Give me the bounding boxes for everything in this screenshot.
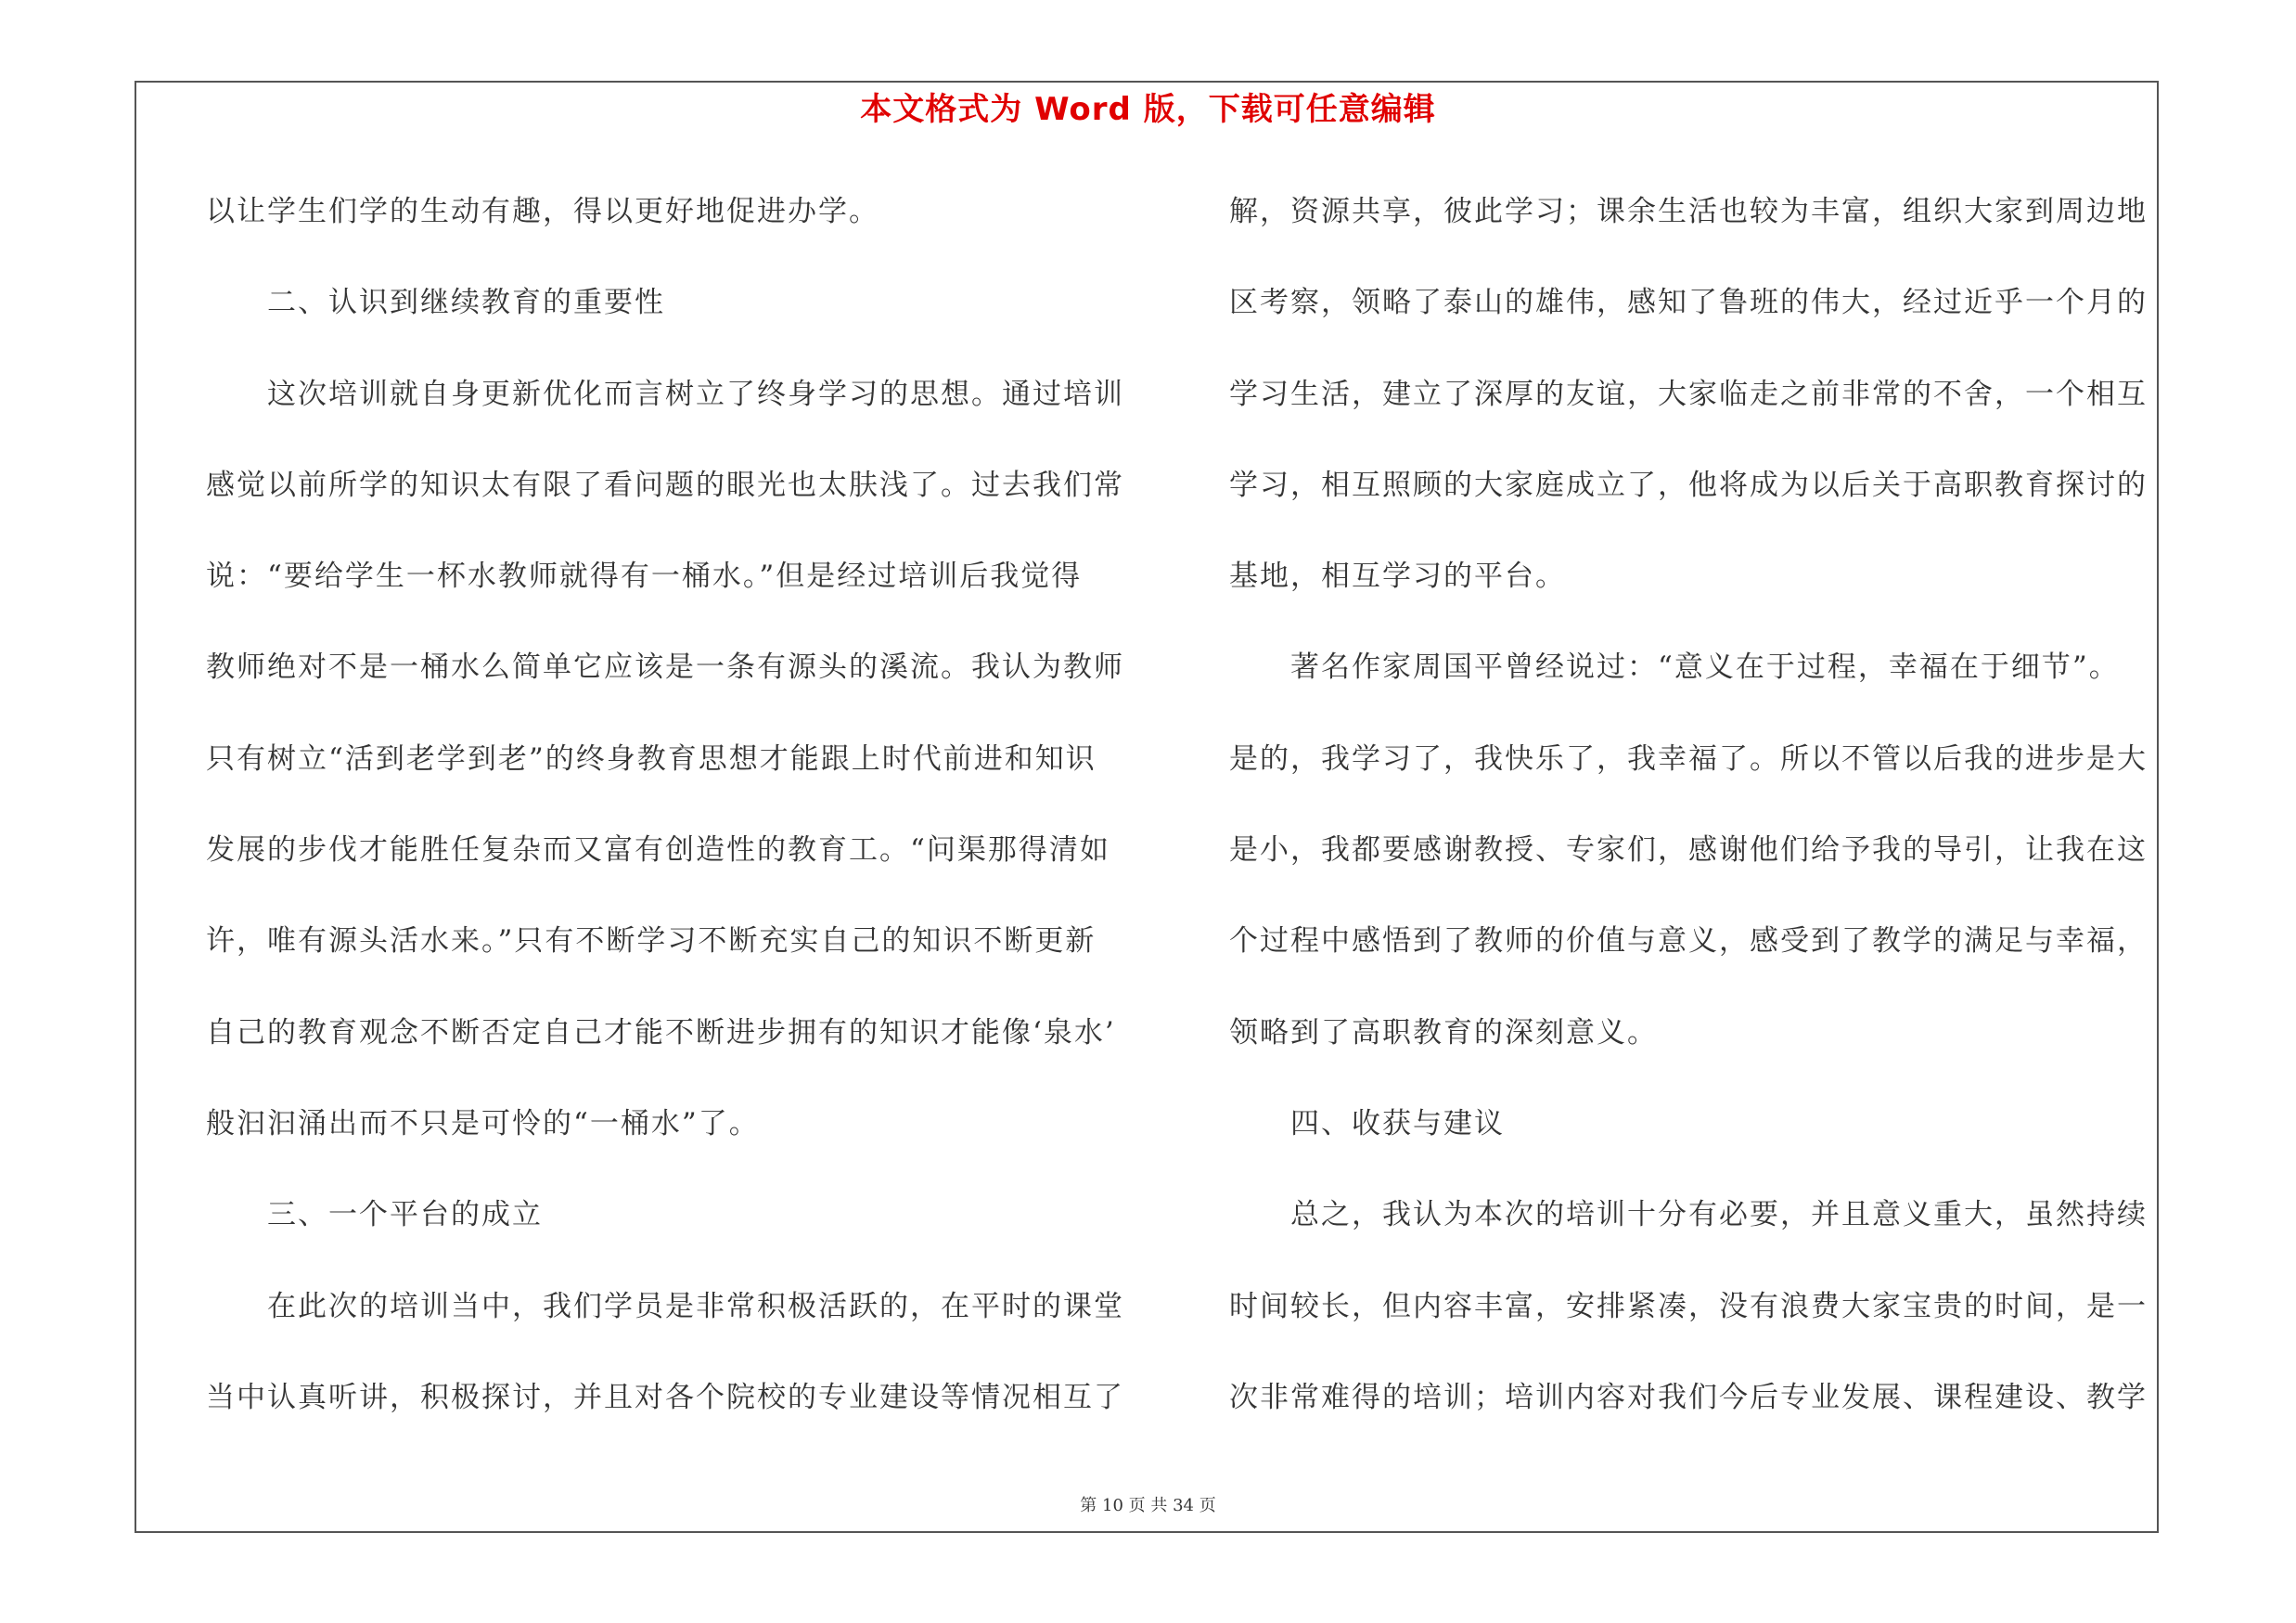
text-line: 在此次的培训当中，我们学员是非常积极活跃的，在平时的课堂 <box>267 1289 1124 1323</box>
text-line: 教师绝对不是一桶水么简单它应该是一条有源头的溪流。我认为教师 <box>206 650 1124 685</box>
header-banner: 本文格式为 Word 版，下载可任意编辑 <box>860 91 1436 128</box>
text-line: 次非常难得的培训；培训内容对我们今后专业发展、课程建设、教学 <box>1229 1380 2148 1414</box>
text-line: 是的，我学习了，我快乐了，我幸福了。所以不管以后我的进步是大 <box>1229 741 2148 776</box>
right-text-column <box>1229 184 2149 1461</box>
page-number-footer: 第 10 页 共 34 页 <box>1080 1496 1216 1515</box>
text-line: 说：“要给学生一杯水教师就得有一桶水。”但是经过培训后我觉得 <box>206 560 1083 594</box>
text-line: 时间较长，但内容丰富，安排紧凑，没有浪费大家宝贵的时间，是一 <box>1229 1289 2148 1323</box>
text-line: 四、收获与建议 <box>1290 1106 1505 1140</box>
text-line: 总之，我认为本次的培训十分有必要，并且意义重大，虽然持续 <box>1290 1198 2148 1232</box>
text-line: 般汩汩涌出而不只是可怜的“一桶水”了。 <box>206 1106 760 1140</box>
text-line: 自己的教育观念不断否定自己才能不断进步拥有的知识才能像‘泉水’ <box>206 1015 1116 1050</box>
text-line: 许，唯有源头活水来。”只有不断学习不断充实自己的知识不断更新 <box>206 924 1097 959</box>
text-line: 以让学生们学的生动有趣，得以更好地促进办学。 <box>206 195 879 228</box>
text-line: 解，资源共享，彼此学习；课余生活也较为丰富，组织大家到周边地 <box>1229 195 2148 228</box>
text-line: 只有树立“活到老学到老”的终身教育思想才能跟上时代前进和知识 <box>206 741 1097 776</box>
text-line: 感觉以前所学的知识太有限了看问题的眼光也太肤浅了。过去我们常 <box>206 468 1124 502</box>
text-line: 学习生活，建立了深厚的友谊，大家临走之前非常的不舍，一个相互 <box>1229 377 2148 411</box>
left-text-column <box>206 184 1126 1461</box>
text-line: 二、认识到继续教育的重要性 <box>267 286 665 320</box>
text-line: 学习，相互照顾的大家庭成立了，他将成为以后关于高职教育探讨的 <box>1229 468 2148 502</box>
text-line: 区考察，领略了泰山的雄伟，感知了鲁班的伟大，经过近乎一个月的 <box>1229 286 2148 320</box>
text-line: 这次培训就自身更新优化而言树立了终身学习的思想。通过培训 <box>267 377 1124 411</box>
text-line: 三、一个平台的成立 <box>267 1198 543 1232</box>
text-line: 发展的步伐才能胜任复杂而又富有创造性的教育工。“问渠那得清如 <box>206 833 1110 868</box>
text-line: 当中认真听讲，积极探讨，并且对各个院校的专业建设等情况相互了 <box>206 1380 1124 1414</box>
text-line: 是小，我都要感谢教授、专家们，感谢他们给予我的导引，让我在这 <box>1229 833 2148 868</box>
text-line: 领略到了高职教育的深刻意义。 <box>1229 1015 1658 1050</box>
text-line: 个过程中感悟到了教师的价值与意义，感受到了教学的满足与幸福， <box>1229 924 2148 959</box>
text-line: 基地，相互学习的平台。 <box>1229 560 1566 594</box>
text-line: 著名作家周国平曾经说过：“意义在于过程，幸福在于细节”。 <box>1290 650 2120 685</box>
